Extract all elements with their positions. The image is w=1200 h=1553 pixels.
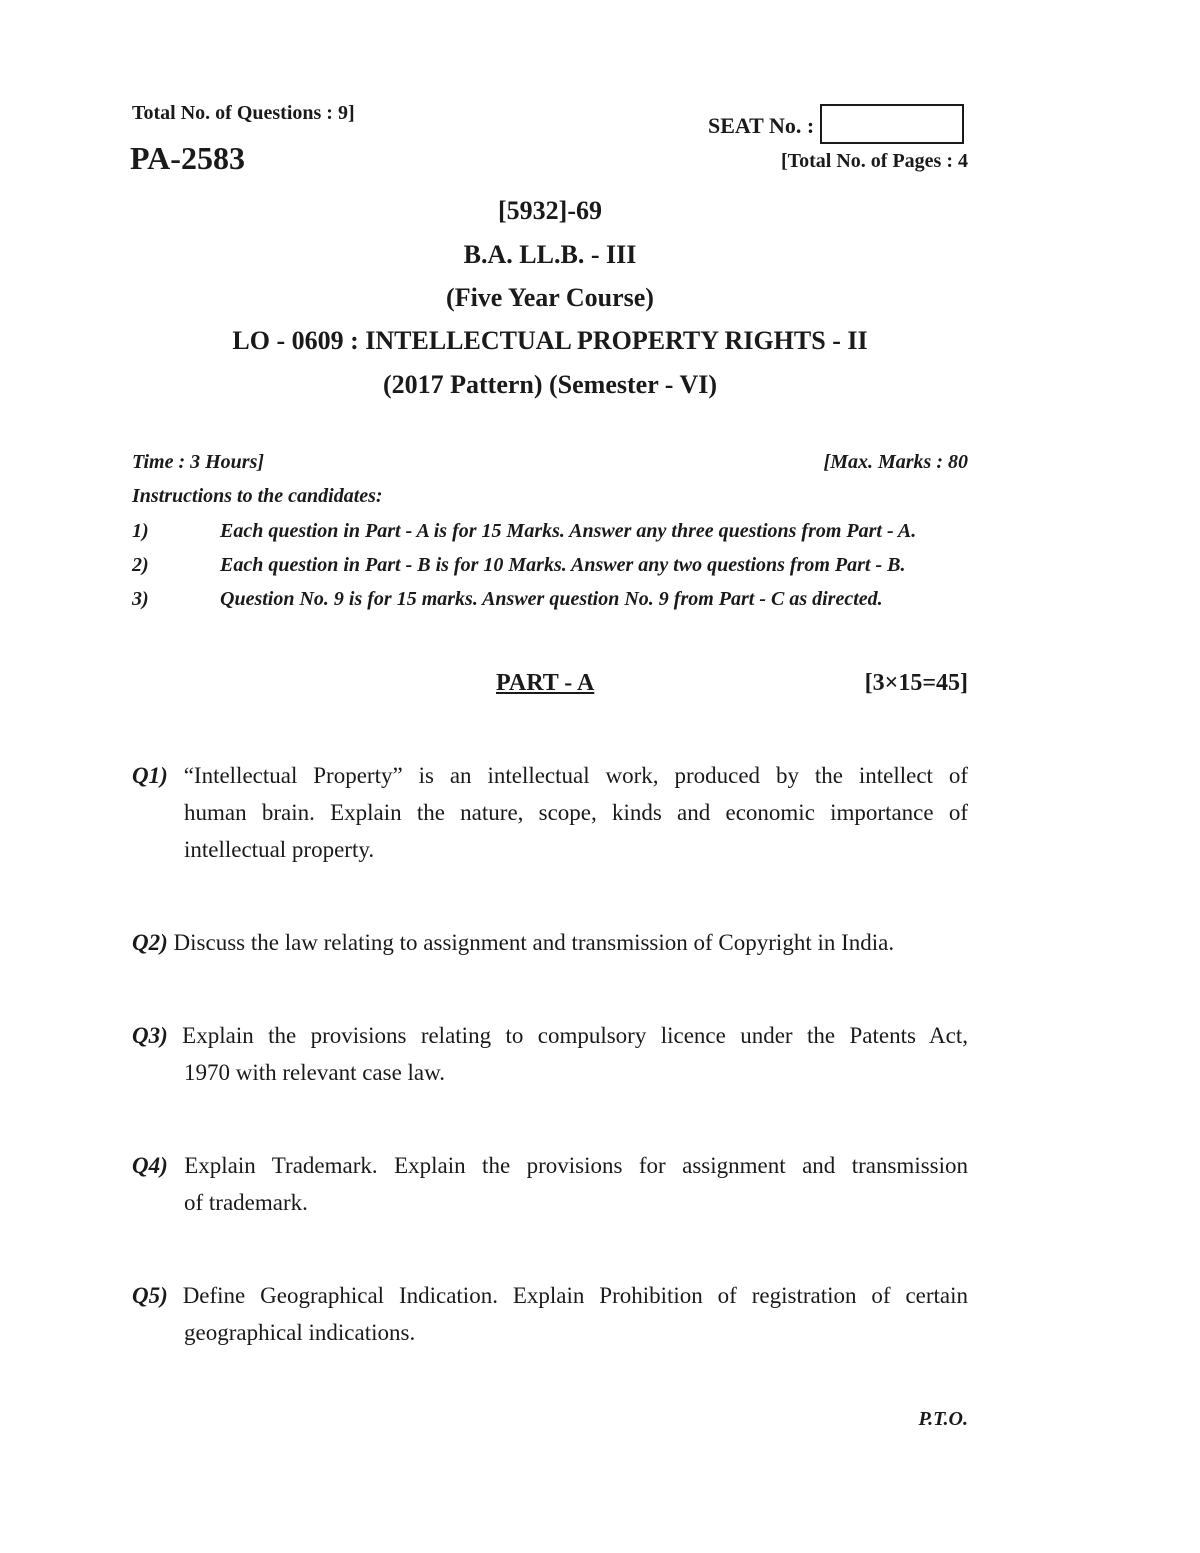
part-a-heading: PART - A bbox=[496, 670, 595, 696]
question-text-line: Explain the provisions relating to compulsory licence under the Patents Act, bbox=[182, 1023, 968, 1048]
instruction-text: Each question in Part - A is for 15 Marks. Answer any three questions from Part - A. bbox=[220, 520, 917, 542]
seat-number-field bbox=[708, 104, 964, 144]
question-2 bbox=[132, 924, 968, 961]
instruction-item bbox=[132, 520, 972, 543]
time-limit: Time : 3 Hours] bbox=[132, 451, 265, 473]
please-turn-over: P.T.O. bbox=[918, 1408, 968, 1430]
instruction-number: 2) bbox=[132, 554, 149, 576]
max-marks: [Max. Marks : 80 bbox=[823, 451, 968, 473]
question-5 bbox=[132, 1277, 968, 1351]
seat-label: SEAT No. : bbox=[708, 113, 815, 138]
question-text-line: Discuss the law relating to assignment and transmission of Copyright in India. bbox=[173, 930, 895, 955]
question-text-line: intellectual property. bbox=[184, 837, 375, 862]
paper-id: [5932]-69 bbox=[498, 196, 602, 225]
question-text-line: of trademark. bbox=[184, 1190, 308, 1215]
instructions-heading: Instructions to the candidates: bbox=[132, 485, 383, 507]
subject-title: LO - 0609 : INTELLECTUAL PROPERTY RIGHTS - II bbox=[232, 326, 868, 355]
question-number: Q2) bbox=[132, 930, 168, 955]
part-a-marks: [3×15=45] bbox=[864, 670, 968, 696]
question-1 bbox=[132, 757, 968, 868]
instruction-item bbox=[132, 554, 972, 577]
question-text-line: human brain. Explain the nature, scope, kinds and economic importance of bbox=[184, 800, 968, 825]
total-questions: Total No. of Questions : 9] bbox=[132, 102, 355, 124]
question-text-line: 1970 with relevant case law. bbox=[184, 1060, 445, 1085]
degree-title: B.A. LL.B. - III bbox=[463, 240, 637, 269]
course-title: (Five Year Course) bbox=[446, 283, 654, 312]
seat-number-box[interactable] bbox=[820, 104, 964, 144]
question-4 bbox=[132, 1147, 968, 1221]
instruction-item bbox=[132, 588, 972, 611]
total-pages: [Total No. of Pages : 4 bbox=[780, 150, 968, 172]
question-number: Q1) bbox=[132, 763, 168, 788]
paper-code: PA-2583 bbox=[130, 140, 245, 176]
question-number: Q4) bbox=[132, 1153, 168, 1178]
question-text-line: Explain Trademark. Explain the provisions for assignment and transmission bbox=[184, 1153, 968, 1178]
question-number: Q3) bbox=[132, 1023, 168, 1048]
pattern-title: (2017 Pattern) (Semester - VI) bbox=[382, 370, 718, 399]
instruction-number: 1) bbox=[132, 520, 149, 542]
question-text-line: “Intellectual Property” is an intellectual work, produced by the intellect of bbox=[183, 763, 969, 788]
question-3 bbox=[132, 1017, 968, 1091]
instruction-text: Each question in Part - B is for 10 Marks. Answer any two questions from Part - B. bbox=[220, 554, 906, 576]
instruction-text: Question No. 9 is for 15 marks. Answer question No. 9 from Part - C as directed. bbox=[220, 588, 883, 610]
question-text-line: Define Geographical Indication. Explain Prohibition of registration of certain bbox=[182, 1283, 969, 1308]
question-text-line: geographical indications. bbox=[184, 1320, 416, 1345]
question-number: Q5) bbox=[132, 1283, 168, 1308]
instruction-number: 3) bbox=[132, 588, 149, 610]
